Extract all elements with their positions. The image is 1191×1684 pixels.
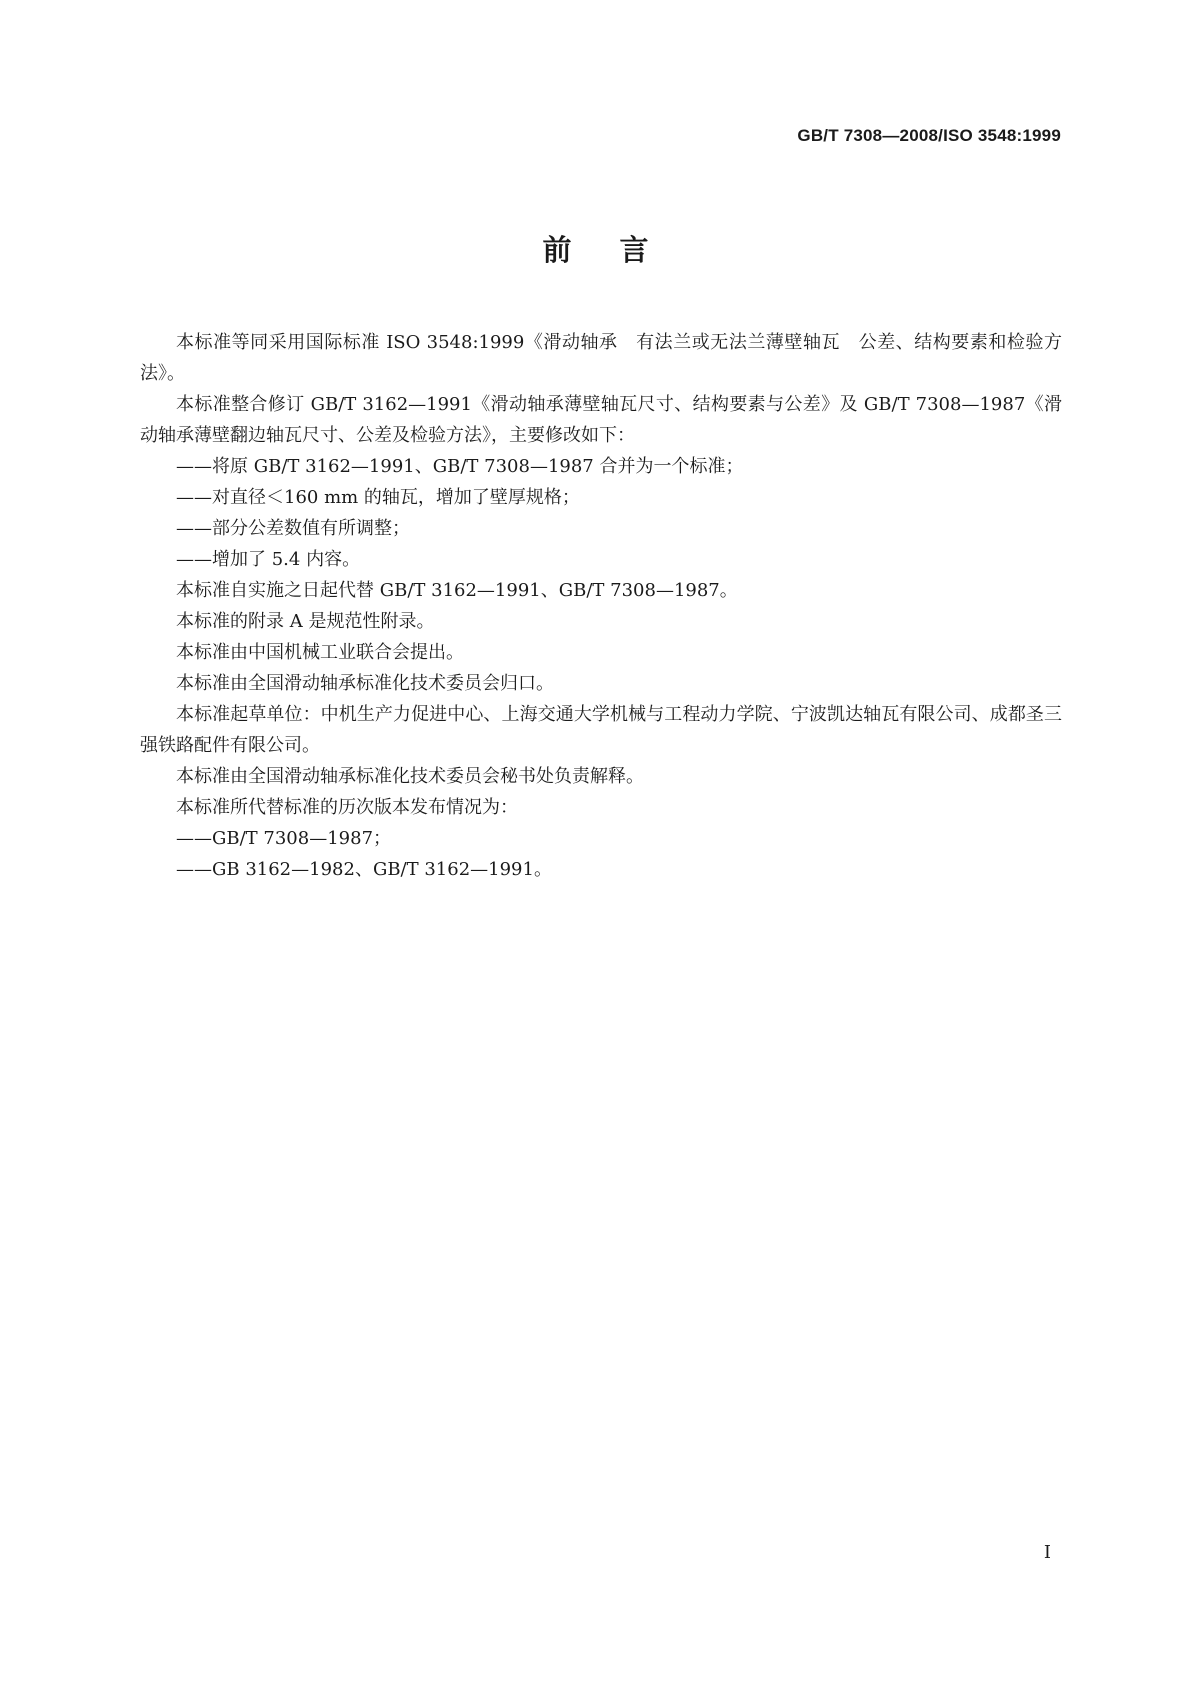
paragraph-interpretation: 本标准由全国滑动轴承标准化技术委员会秘书处负责解释。 bbox=[176, 766, 644, 787]
page-title: 前言 bbox=[542, 233, 697, 267]
paragraph-revision: 本标准整合修订 GB/T 3162—1991《滑动轴承薄壁轴瓦尺寸、结构要素与公差》及 GB/T 7308—1987《滑动轴承薄壁翻边轴瓦尺寸、公差及检验方法》，主要修改如下： bbox=[140, 394, 1062, 446]
paragraph-drafters: 本标准起草单位：中机生产力促进中心、上海交通大学机械与工程动力学院、宁波凯达轴瓦有限公司、成都圣三强铁路配件有限公司。 bbox=[140, 704, 1062, 756]
standard-number-header: GB/T 7308—2008/ISO 3548:1999 bbox=[797, 126, 1061, 145]
list-item-history-2: ——GB 3162—1982、GB/T 3162—1991。 bbox=[176, 859, 552, 880]
paragraph-history-intro: 本标准所代替标准的历次版本发布情况为： bbox=[176, 797, 518, 818]
list-item-tolerance: ——部分公差数值有所调整； bbox=[176, 518, 410, 539]
paragraph-proposer: 本标准由中国机械工业联合会提出。 bbox=[176, 642, 464, 663]
foreword-body bbox=[140, 327, 1062, 885]
paragraph-adoption: 本标准等同采用国际标准 ISO 3548:1999《滑动轴承 有法兰或无法兰薄壁轴瓦 公差、结构要素和检验方法》。 bbox=[140, 332, 1062, 384]
paragraph-committee: 本标准由全国滑动轴承标准化技术委员会归口。 bbox=[176, 673, 554, 694]
list-item-history-1: ——GB/T 7308—1987； bbox=[176, 828, 392, 849]
paragraph-annex: 本标准的附录 A 是规范性附录。 bbox=[176, 611, 435, 632]
list-item-merge: ——将原 GB/T 3162—1991、GB/T 7308—1987 合并为一个标准； bbox=[176, 456, 744, 477]
paragraph-replacement: 本标准自实施之日起代替 GB/T 3162—1991、GB/T 7308—1987。 bbox=[176, 580, 738, 601]
list-item-wall-thickness: ——对直径＜160 mm 的轴瓦，增加了壁厚规格； bbox=[176, 487, 580, 508]
list-item-content: ——增加了 5.4 内容。 bbox=[176, 549, 361, 570]
page-number: I bbox=[1043, 1542, 1051, 1563]
